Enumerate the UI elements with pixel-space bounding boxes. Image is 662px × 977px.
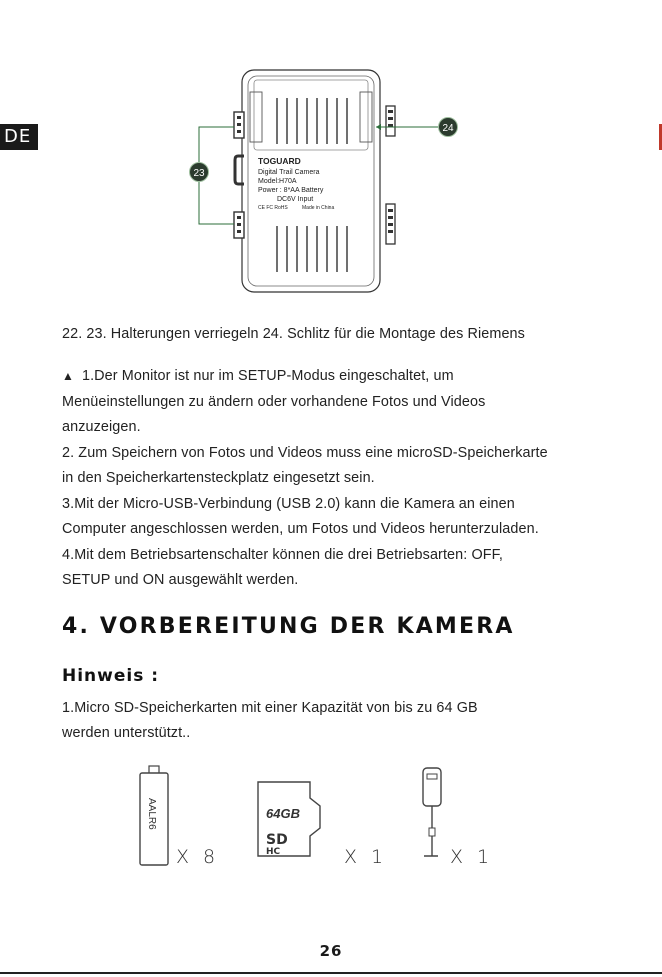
label-made: Made in China — [302, 205, 335, 211]
note-line-8: 4.Mit dem Betriebsartenschalter können die drei Betriebsarten: OFF, — [62, 547, 504, 563]
page-number: 26 — [319, 942, 343, 960]
battery-label: AALR6 — [146, 798, 157, 830]
adapter-qty: X 1 — [450, 846, 494, 868]
label-input: DC6V Input — [277, 196, 314, 203]
sd-card-icon — [254, 780, 330, 866]
camera-diagram — [180, 64, 480, 296]
language-tab: DE — [0, 124, 38, 150]
note-line-4: 2. Zum Speichern von Fotos und Videos muss eine microSD-Speicherkarte — [62, 445, 548, 461]
label-power: Power : 8*AA Battery — [258, 187, 324, 194]
hint-line-2: werden unterstützt.. — [62, 725, 191, 741]
note-line-3: anzuzeigen. — [62, 419, 141, 435]
note-line-7: Computer angeschlossen werden, um Fotos und Videos herunterzuladen. — [62, 521, 539, 537]
note-line-5: in den Speicherkartensteckplatz eingesetzt sein. — [62, 470, 375, 486]
hint-line-1: 1.Micro SD-Speicherkarten mit einer Kapazität von bis zu 64 GB — [62, 700, 478, 716]
svg-text:HC: HC — [266, 847, 281, 857]
sd-capacity-label: 64GB — [266, 806, 300, 821]
note-line-1: ▲ 1.Der Monitor ist nur im SETUP-Modus eingeschaltet, um — [62, 368, 454, 384]
triangle-warning-icon: ▲ — [62, 369, 74, 383]
label-marks: CE FC RoHS — [258, 205, 288, 211]
sd-card-qty: X 1 — [344, 846, 388, 868]
figure-caption: 22. 23. Halterungen verriegeln 24. Schlitz für die Montage des Riemens — [62, 326, 525, 342]
battery-icon — [132, 760, 182, 870]
battery-qty: X 8 — [176, 846, 220, 868]
section-title: 4. VORBEREITUNG DER KAMERA — [62, 614, 515, 639]
note-line-6: 3.Mit der Micro-USB-Verbindung (USB 2.0) kann die Kamera an einen — [62, 496, 515, 512]
callout-23: 23 — [193, 168, 205, 179]
callout-24: 24 — [442, 123, 454, 134]
power-adapter-icon — [414, 766, 450, 866]
note-line-9: SETUP und ON ausgewählt werden. — [62, 572, 299, 588]
svg-text:SD: SD — [266, 832, 288, 848]
note-line-2: Menüeinstellungen zu ändern oder vorhandene Fotos und Videos — [62, 394, 486, 410]
bottom-rule — [0, 972, 662, 974]
hint-title: Hinweis : — [62, 666, 160, 686]
label-brand: TOGUARD — [258, 156, 301, 166]
label-product: Digital Trail Camera — [258, 169, 320, 176]
label-model: Model:H70A — [258, 178, 297, 185]
